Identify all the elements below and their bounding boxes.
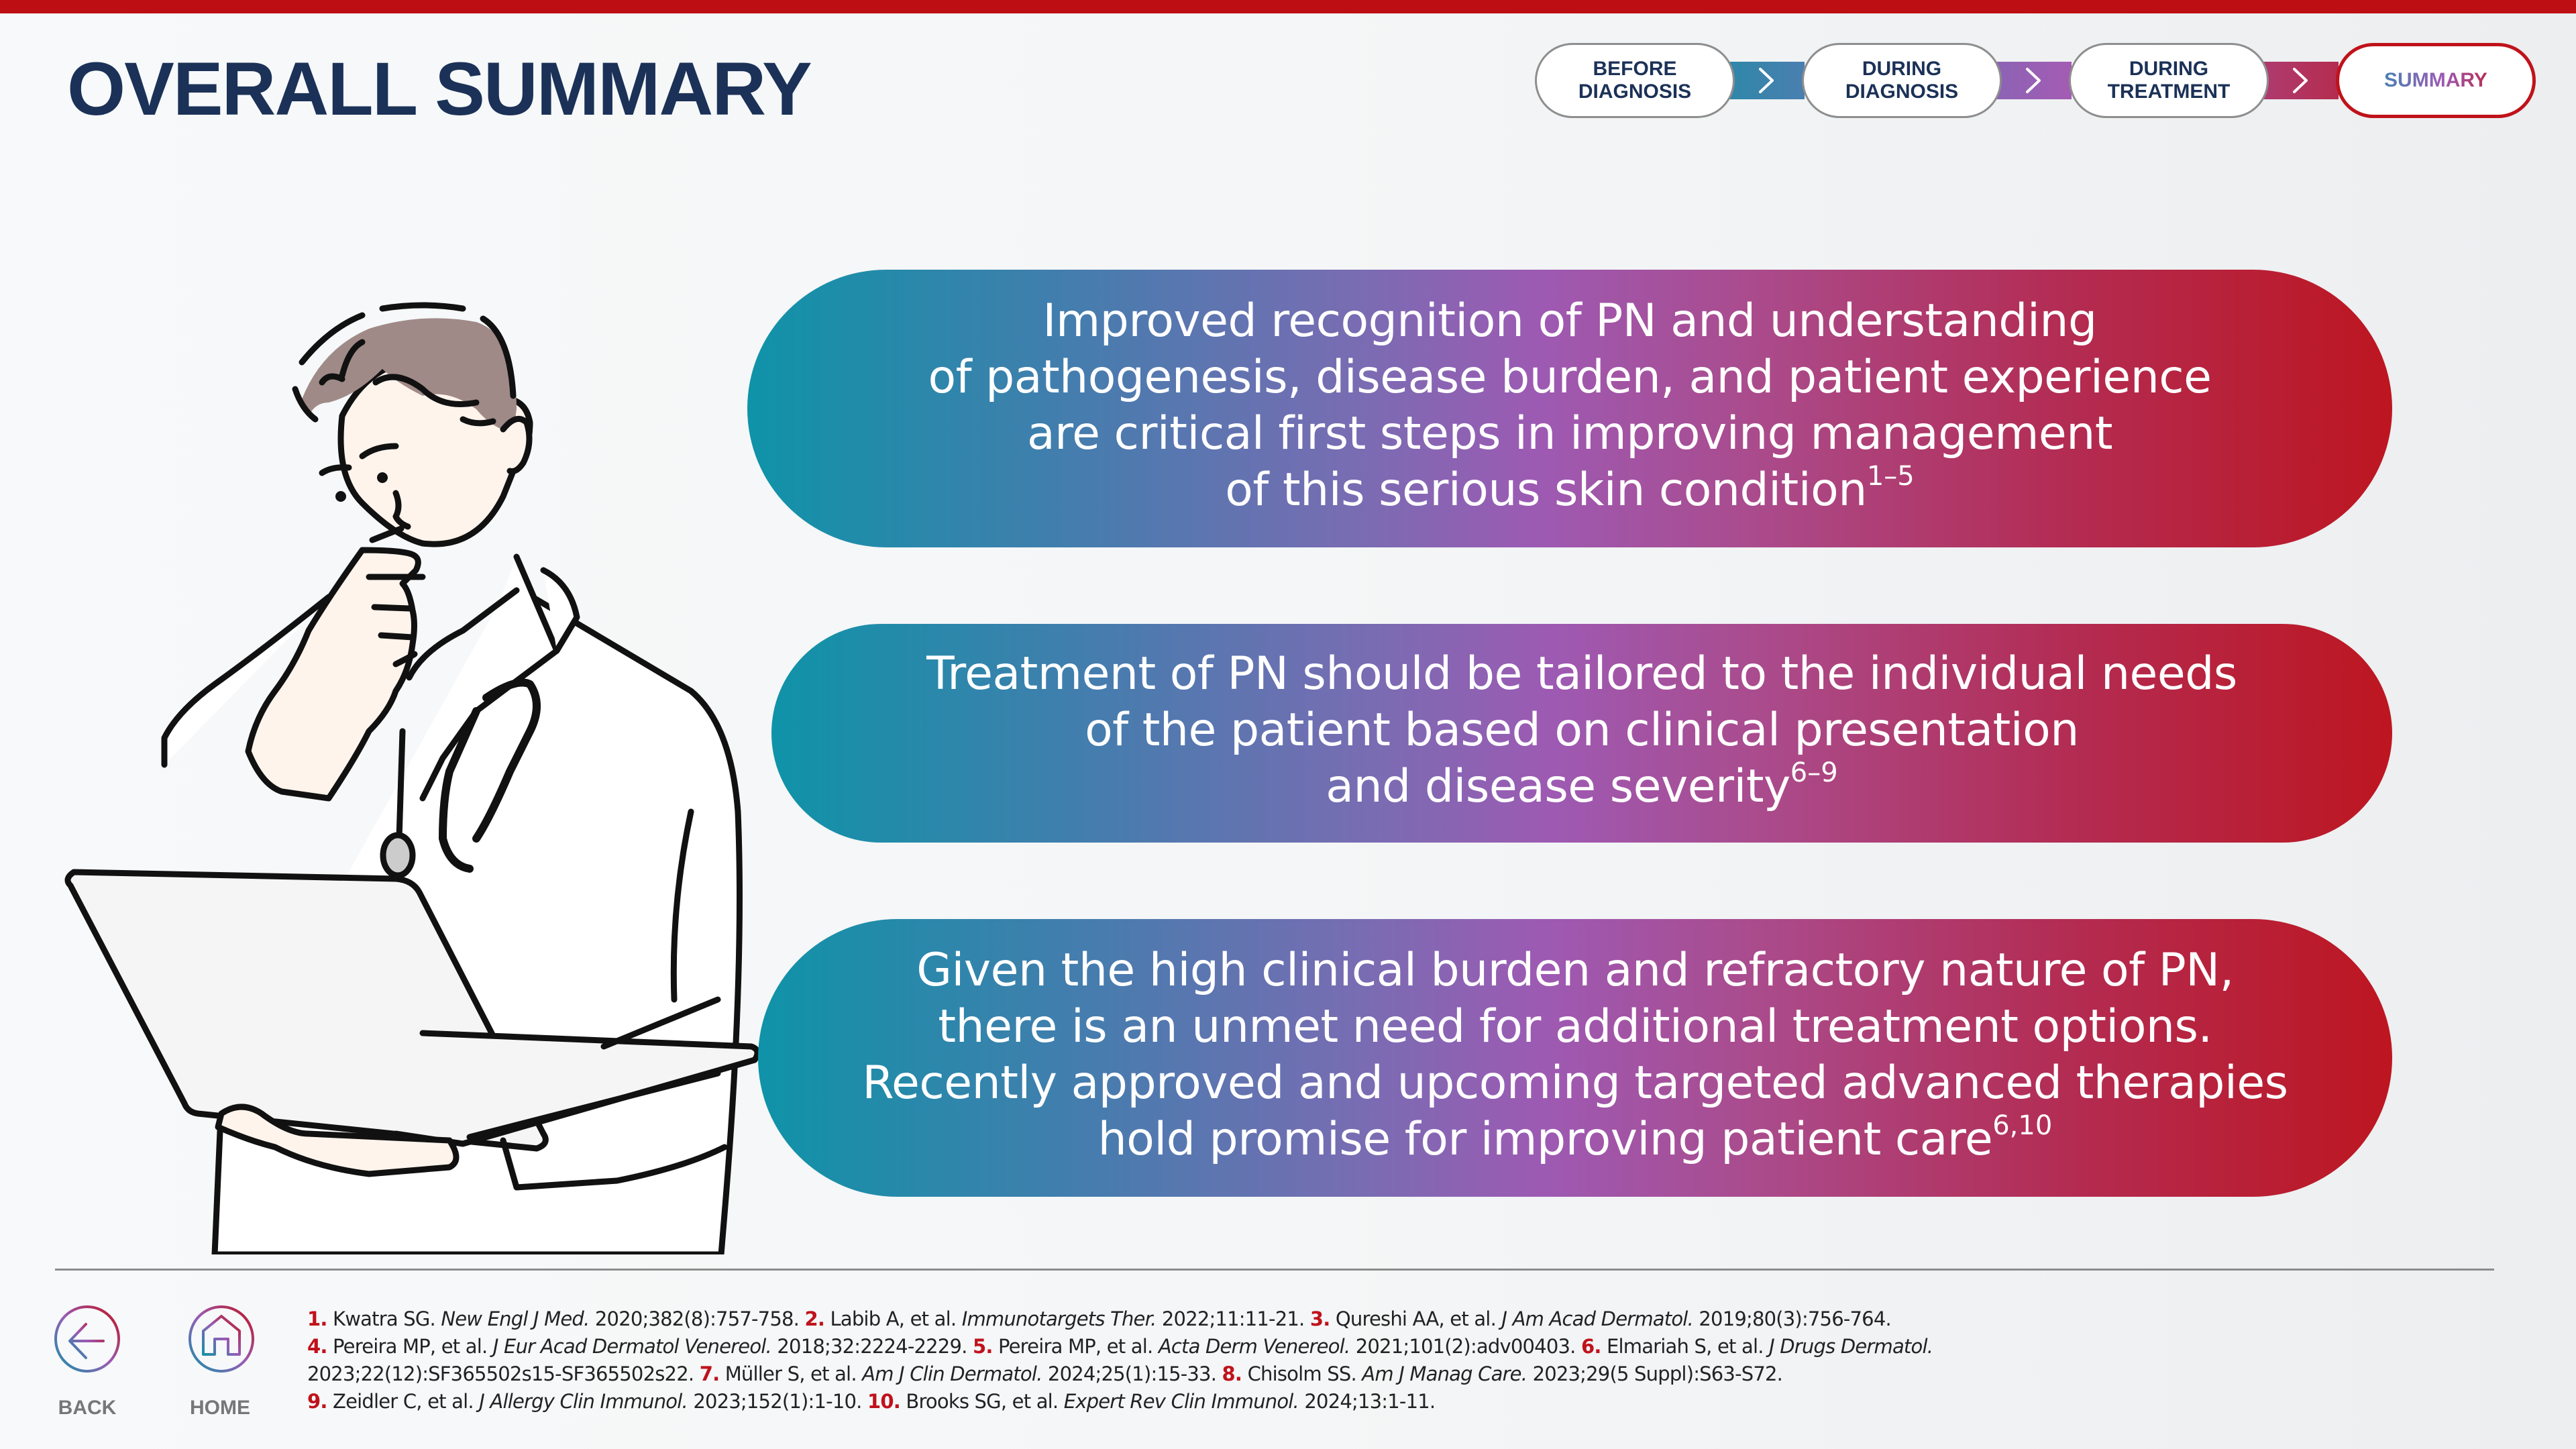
summary-text [926,646,2237,821]
reference-line [307,1360,2521,1388]
ref-details: 2019;80(3):756-764. [1693,1307,1891,1330]
step-connector [1996,62,2072,99]
ref-authors: Pereira MP, et al. [327,1335,493,1358]
back-button[interactable] [52,1304,122,1374]
ref-number: 5. [972,1335,993,1358]
arrow-left-circle-icon [52,1304,122,1374]
ref-journal: Am J Manag Care. [1362,1362,1527,1385]
ref-journal: Acta Derm Venereol. [1158,1335,1350,1358]
step-label: SUMMARY [2384,69,2487,91]
summary-text-body: Given the high clinical burden and refractory nature of PN, there is an unmet need for additional treatment options. Recently approved and upcoming targeted advanced therapies hold promise for improving patient care [862,943,2288,1166]
ref-details: 2021;101(2):adv00403. [1350,1335,1581,1358]
summary-point-2 [771,624,2392,843]
ref-number: 1. [307,1307,327,1330]
home-label: HOME [190,1397,250,1419]
step-label: DURING DIAGNOSIS [1845,58,1959,103]
summary-point-1 [747,270,2392,547]
citation-superscript: 6,10 [1992,1110,2053,1141]
step-during-diagnosis[interactable] [1802,43,2002,118]
ref-journal: Expert Rev Clin Immunol. [1063,1390,1299,1413]
ref-number: 3. [1309,1307,1330,1330]
summary-point-3 [758,919,2392,1197]
ref-number: 8. [1222,1362,1242,1385]
ref-journal: J Allergy Clin Immunol. [479,1390,688,1413]
step-label: DURING TREATMENT [2107,58,2231,103]
ref-authors: Pereira MP, et al. [992,1335,1159,1358]
ref-journal: New Engl J Med. [441,1307,590,1330]
back-label: BACK [58,1397,117,1419]
citation-superscript: 1–5 [1866,460,1915,492]
step-connector [1729,62,1805,99]
ref-journal: J Am Acad Dermatol. [1501,1307,1693,1330]
step-before-diagnosis[interactable] [1535,43,1735,118]
home-circle-icon [186,1304,256,1374]
ref-number: 2. [804,1307,825,1330]
ref-authors: Kwatra SG. [327,1307,441,1330]
reference-line [307,1333,2521,1360]
ref-authors: Zeidler C, et al. [327,1390,480,1413]
doctor-with-laptop-illustration [47,302,839,1254]
chevron-right-icon [1756,67,1776,94]
summary-text-body: Improved recognition of PN and understanding of pathogenesis, disease burden, and patient experience are critical first steps in improving management of this serious skin condition [928,294,2212,517]
ref-journal: Immunotargets Ther. [961,1307,1157,1330]
ref-details: 2023;22(12):SF365502s15-SF365502s22. [307,1362,700,1385]
ref-authors: Qureshi AA, et al. [1330,1307,1502,1330]
reference-line [307,1305,2521,1333]
chevron-right-icon [2290,67,2310,94]
ref-details: 2018;32:2224-2229. [771,1335,973,1358]
step-connector [2263,62,2339,99]
ref-journal: J Eur Acad Dermatol Venereol. [492,1335,771,1358]
summary-text [928,293,2211,525]
step-during-treatment[interactable] [2069,43,2269,118]
ref-authors: Elmariah S, et al. [1601,1335,1770,1358]
ref-details: 2023;152(1):1-10. [687,1390,867,1413]
home-button[interactable] [186,1304,256,1374]
ref-number: 10. [867,1390,900,1413]
ref-authors: Labib A, et al. [824,1307,962,1330]
ref-authors: Brooks SG, et al. [900,1390,1064,1413]
ref-authors: Müller S, et al. [719,1362,863,1385]
progress-stepper [1535,43,2538,118]
ref-number: 9. [307,1390,327,1413]
page-title: OVERALL SUMMARY [67,47,811,131]
references [307,1305,2521,1415]
summary-text [862,943,2288,1174]
top-accent-bar [0,0,2576,13]
ref-journal: Am J Clin Dermatol. [862,1362,1042,1385]
citation-superscript: 6–9 [1790,757,1838,788]
ref-details: 2024;13:1-11. [1298,1390,1436,1413]
reference-line [307,1388,2521,1415]
ref-details: 2023;29(5 Suppl):S63-S72. [1527,1362,1783,1385]
summary-text-body: Treatment of PN should be tailored to the individual needs of the patient based on clinical presentation and disease severity [926,647,2237,813]
footer-divider [55,1269,2494,1271]
ref-details: 2022;11:11-21. [1156,1307,1310,1330]
step-summary-active[interactable] [2336,43,2536,118]
ref-authors: Chisolm SS. [1242,1362,1362,1385]
ref-details: 2024;25(1):15-33. [1042,1362,1222,1385]
ref-number: 6. [1580,1335,1601,1358]
chevron-right-icon [2023,67,2043,94]
step-label: BEFORE DIAGNOSIS [1578,58,1692,103]
ref-number: 4. [307,1335,327,1358]
ref-number: 7. [699,1362,720,1385]
ref-journal: J Drugs Dermatol. [1769,1335,1933,1358]
ref-details: 2020;382(8):757-758. [589,1307,805,1330]
